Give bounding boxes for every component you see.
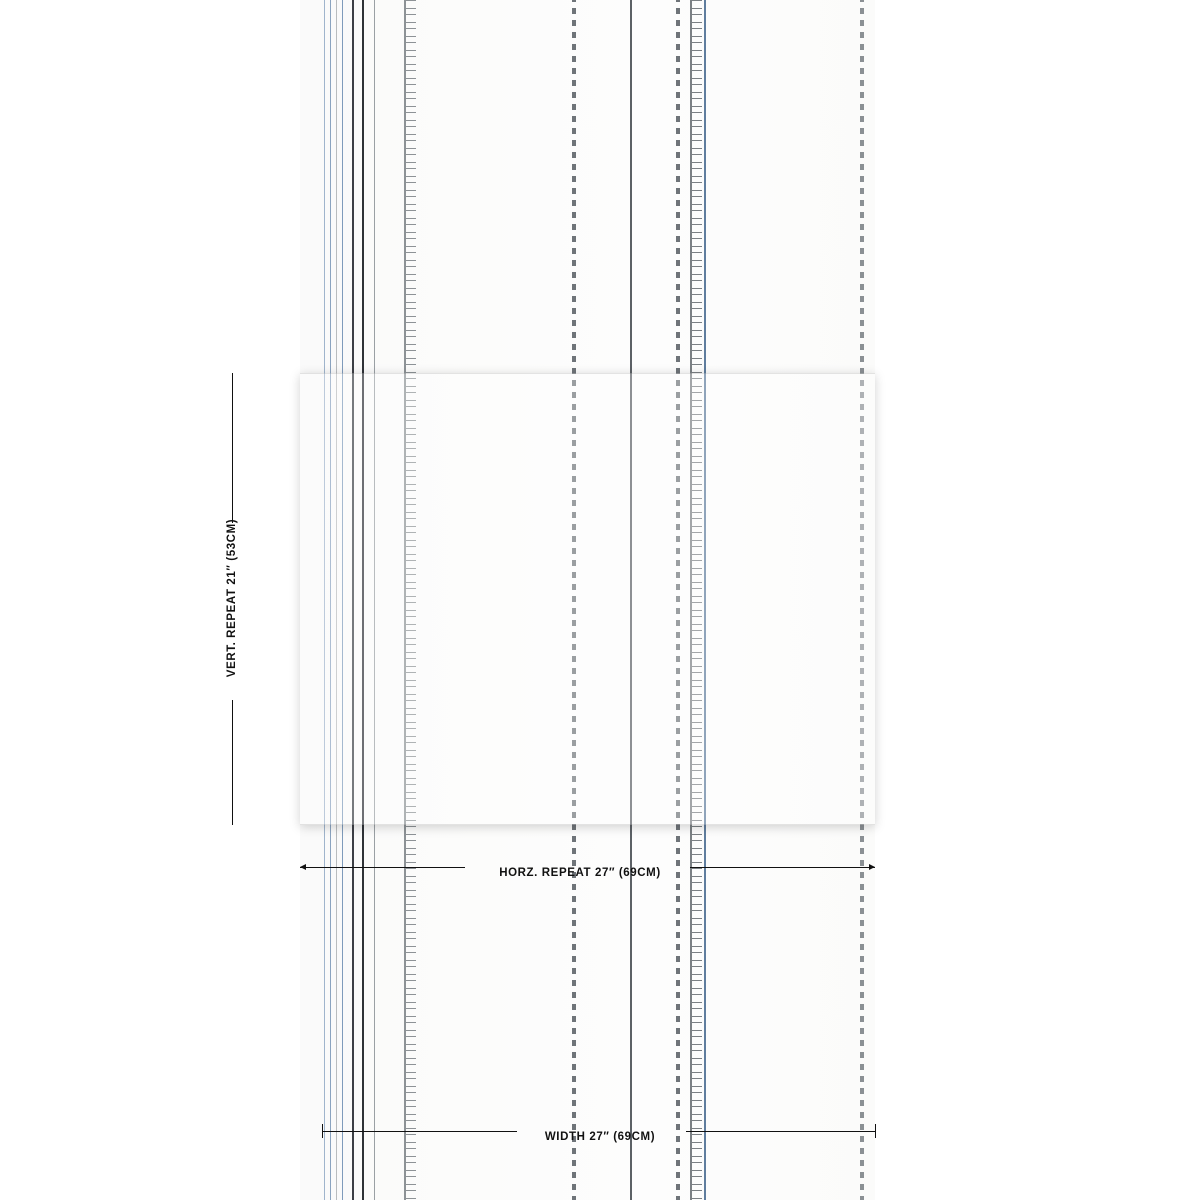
tooth-ribbon-2 [590, 0, 602, 1200]
label-horizontal-repeat: HORZ. REPEAT 27″ (69CM) [499, 867, 661, 879]
tooth-ribbon-2-spine [590, 0, 592, 1200]
grey-line-2 [630, 0, 632, 1200]
tooth-ribbon-3 [690, 0, 702, 1200]
blue-line-4 [704, 0, 706, 1200]
wallpaper-strip [300, 0, 875, 1200]
dark-navy-line-2 [362, 0, 364, 1200]
horz-repeat-rule-right [690, 867, 875, 868]
width-rule-right [686, 1131, 876, 1132]
fine-blue-line-1 [324, 0, 325, 1200]
vert-repeat-rule-top [232, 373, 233, 523]
tooth-ribbon-1-spine [404, 0, 406, 1200]
horz-repeat-rule-left [300, 867, 465, 868]
fine-blue-line-2 [330, 0, 331, 1200]
panel-background [300, 0, 875, 1200]
micro-dash-1 [572, 0, 576, 1200]
vert-repeat-rule-bottom [232, 700, 233, 825]
grey-line-1 [374, 0, 375, 1200]
horz-repeat-arrow-left [300, 864, 306, 870]
horz-repeat-arrow-right [869, 864, 875, 870]
width-tick-left [322, 1124, 323, 1138]
width-rule-left [322, 1131, 517, 1132]
label-width: WIDTH 27″ (69CM) [544, 1131, 656, 1143]
micro-dash-3 [860, 0, 864, 1200]
dark-navy-line-1 [352, 0, 354, 1200]
label-vertical-repeat: VERT. REPEAT 21″ (53CM) [226, 518, 238, 678]
tooth-ribbon-3-spine [690, 0, 692, 1200]
fine-blue-line-3 [342, 0, 343, 1200]
fine-grey-line-1 [336, 0, 337, 1200]
tooth-ribbon-1 [404, 0, 416, 1200]
width-tick-right [875, 1124, 876, 1138]
micro-dash-2 [676, 0, 680, 1200]
